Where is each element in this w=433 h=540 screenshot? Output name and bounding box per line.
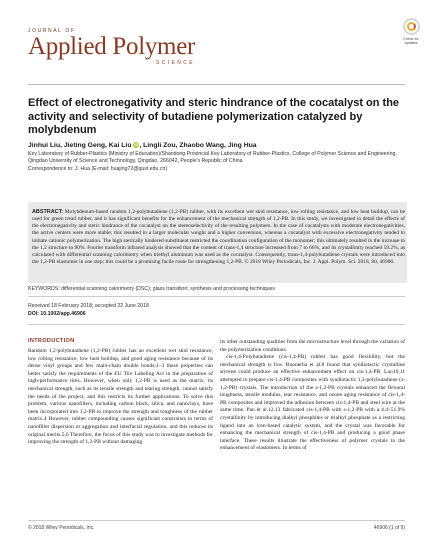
abstract-box	[28, 202, 407, 283]
received-accepted: Received 18 February 2018; accepted 22 June 2018	[28, 303, 149, 309]
footer-divider	[28, 520, 405, 521]
journal-logo	[28, 28, 195, 66]
body-paragraph: its other outstanding qualities from the microstructure level through the variation of the polymerization conditions.	[220, 339, 405, 353]
abstract-text: Molybdenum-based random 1,2-polybutadiene (1,2-PB) rubber, with its excellent wet skid resistance, low rolling resistance, and low heat buildup, can be used for green tread rubber, and it has significant benefits for the enhancement of the mechanical strength of 1,2-PB. In this study, we investigated in detail the effects of the electronegativity and steric hindrance of the cocatalyst on the stereoselectivity of the resulting polymers. In the case of cocatalysts with moderate electronegativities, the active centers were more stable; this resulted in a larger molecular weight and a higher conversion, whereas a cocatalyst with excessive electronegativity tended to initiate cationic polymerization. The high sterically hindered substituent restricted the coordination configuration of the monomer; this ultimately resulted in the increase in the 1,2 structure to 90%. Fourier transform infrared analysis showed that the content of trans-1,4 structure increased from 7 to 66%, and its crystallinity reached 59.2%, as calculated with differential scanning calorimetry when triethyl aluminum was used as the cocatalyst. Consequently, trans-1,4-polybutadiene crystals were introduced into the 1,2-PB elastomer in one step; this could be a promising facile route for strengthening 1,2-PB. © 2018 Wiley Periodicals, Inc. J. Appl. Polym. Sci. 2018, 80, 46906.	[32, 209, 405, 266]
check-updates-icon	[403, 18, 420, 35]
header-divider	[28, 84, 405, 85]
check-updates-label-2: updates	[404, 41, 418, 45]
journal-logo-top: JOURNAL OF	[28, 28, 76, 34]
body-column-right	[220, 339, 405, 453]
footer-copyright: © 2018 Wiley Periodicals, Inc.	[28, 525, 95, 531]
author-list	[28, 142, 408, 149]
footer-page-ref: 46906 (1 of 9)	[373, 525, 405, 531]
keywords-divider	[28, 296, 405, 297]
orcid-icon[interactable]: iD	[134, 142, 139, 148]
dates-divider	[28, 324, 405, 325]
affiliation: Key Laboratory of Rubber-Plastics (Ministry of Education)/Shandong Provincial Key Laboratory of Rubber-Plastics, College of Polymer Science and Engineering, Qingdao University of Science and Technology, Qingdao, 266042, People's Republic of China	[28, 151, 397, 165]
affiliation-block	[28, 151, 408, 173]
author-names-rest: , Lingli Zou, Zhaobo Wang, Jing Hua	[139, 142, 257, 149]
journal-logo-sub: SCIENCE	[155, 60, 196, 66]
article-dates	[28, 302, 149, 318]
author-names: Jinhui Liu, Jieting Geng, Kai Liu	[28, 142, 132, 149]
keywords: KEYWORDS: differential scanning calorimetry (DSC); glass transition; synthesis and processing techniques	[28, 286, 275, 292]
check-updates-label-1: Check for	[403, 37, 419, 41]
page-footer	[28, 525, 405, 531]
section-heading-introduction: INTRODUCTION	[28, 338, 75, 344]
body-paragraph: cis-1,4-Polybutadiene (cis-1,4-PB) rubber has good flexibility, but the mechanical strength is low. Buonerba et al.8 found that syndiotactic crystalline styrene could produce an effective enhancement effect on cis-1,4-PB. Luo10,11 attempted to prepare cis-1,4-PB composites with syndiotactic 1,2-polybutadiene (s-1,2-PB) crystals. The introduction of the s-1,2-PB crystals enhanced the flexural toughness, tensile modulus, tear resistance, and ozone aging resistance of cis-1,4-PB composites and improved the adhesion between cis-1,4-PB and steel wire at the same time. Pan et al.12,13 fabricated cis-1,4-PB with s-1,2-PB with a 4.4–51.9% crystallinity by introducing dialkyl phosphites or trialkyl phosphate as a restricting ligand into an iron-based catalytic system, and the crystal was favorable for enhancing the mechanical strength of cis-1,4-PB and producing a good phase interface. These results illustrate the effectiveness of polymer crystals in the enhancement of elastomers. In terms of	[220, 354, 405, 452]
body-paragraph: Random 1,2-polybutadiene (1,2-PB) rubber has an excellent wet skid resistance, low rolling resistance, low heat buildup, and good aging resistance because of its dense vinyl groups and few main-chain double bonds;1–3 these properties can better satisfy the requirements of the EU Tire Labeling Act in the preparation of high-performance tires. However, when only 1,2-PB is used as the matrix, its mechanical strength, such as its tensile strength and tearing strength, cannot satisfy the needs of the project, and this restricts its further applications. To solve this problem, various nanofillers, including carbon black, silica, and nanoclays, have been incorporated into 1,2-PB to improve the strength and toughness of the rubber matrix.4 However, rubber compounding causes significant constraints in terms of nanofiller dispersion or aggregation and interfacial regulation, and this reduces its original merits.5,6 Therefore, the focus of this study was to investigate methods for improving the strength of 1,2-PB without damaging	[28, 348, 213, 446]
correspondence[interactable]: Correspondence to: J. Hua (E-mail: huajing72@qust.edu.cn)	[28, 165, 168, 172]
body-column-left	[28, 348, 213, 447]
doi-link[interactable]: DOI: 10.1002/app.46906	[28, 311, 86, 317]
journal-logo-name: Applied Polymer	[28, 33, 196, 60]
abstract-label: ABSTRACT:	[32, 209, 64, 215]
article-title: Effect of electronegativity and steric hindrance of the cocatalyst on the activity and selectivity of butadiene polymerization catalyzed by molybdenum	[28, 97, 400, 137]
check-updates-button[interactable]	[397, 18, 425, 50]
